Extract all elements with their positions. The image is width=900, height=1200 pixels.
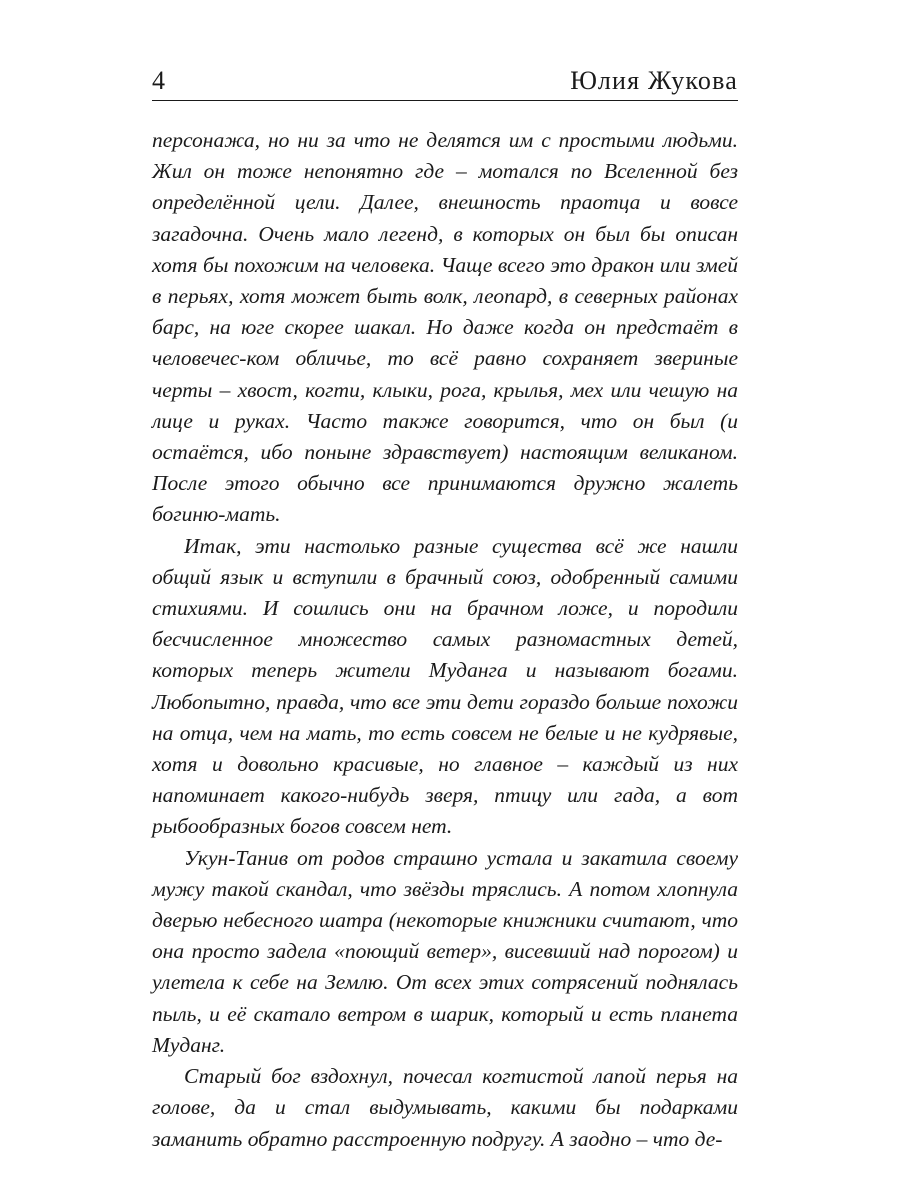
paragraph-3: Укун-Танив от родов страшно устала и закатила своему мужу такой скандал, что звёзды тряслись. А потом хлопнула дверью небесного шатра (некоторые книжники считают, что она просто задела «поющий ветер», висевший над порогом) и улетела к себе на Землю. От всех этих сотрясений поднялась пыль, и её скатало ветром в шарик, который и есть планета Муданг. <box>152 845 738 1057</box>
author-name: Юлия Жукова <box>570 66 738 95</box>
paragraph-1: персонажа, но ни за что не делятся им с простыми людьми. Жил он тоже непонятно где – мотался по Вселенной без определённой цели. Далее, внешность праотца и вовсе загадочна. Очень мало легенд, в которых он был бы описан хотя бы похожим на человека. Чаще всего это дракон или змей в перьях, хотя может быть волк, леопард, в северных районах барс, на юге скорее шакал. Но даже когда он предстаёт в человечес-ком обличье, то всё равно сохраняет звериные черты – хвост, когти, клыки, рога, крылья, мех или чешую на лице и руках. Часто также говорится, что он был (и остаётся, ибо поныне здравствует) настоящим великаном. После этого обычно все принимаются дружно жалеть богиню-мать. <box>152 128 738 527</box>
paragraph-4: Старый бог вздохнул, почесал когтистой лапой перья на голове, да и стал выдумывать, какими бы подарками заманить обратно расстроенную подругу. А заодно – что де- <box>152 1064 738 1151</box>
body-text <box>152 125 738 1155</box>
page-number: 4 <box>152 66 165 95</box>
running-header <box>152 62 738 101</box>
book-page <box>152 62 738 1155</box>
paragraph-2: Итак, эти настолько разные существа всё же нашли общий язык и вступили в брачный союз, одобренный самими стихиями. И сошлись они на брачном ложе, и породили бесчисленное множество самых разномастных детей, которых теперь жители Муданга и называют богами. Любопытно, правда, что все эти дети гораздо больше похожи на отца, чем на мать, то есть совсем не белые и не кудрявые, хотя и довольно красивые, но главное – каждый из них напоминает какого-нибудь зверя, птицу или гада, а вот рыбообразных богов совсем нет. <box>152 533 738 839</box>
